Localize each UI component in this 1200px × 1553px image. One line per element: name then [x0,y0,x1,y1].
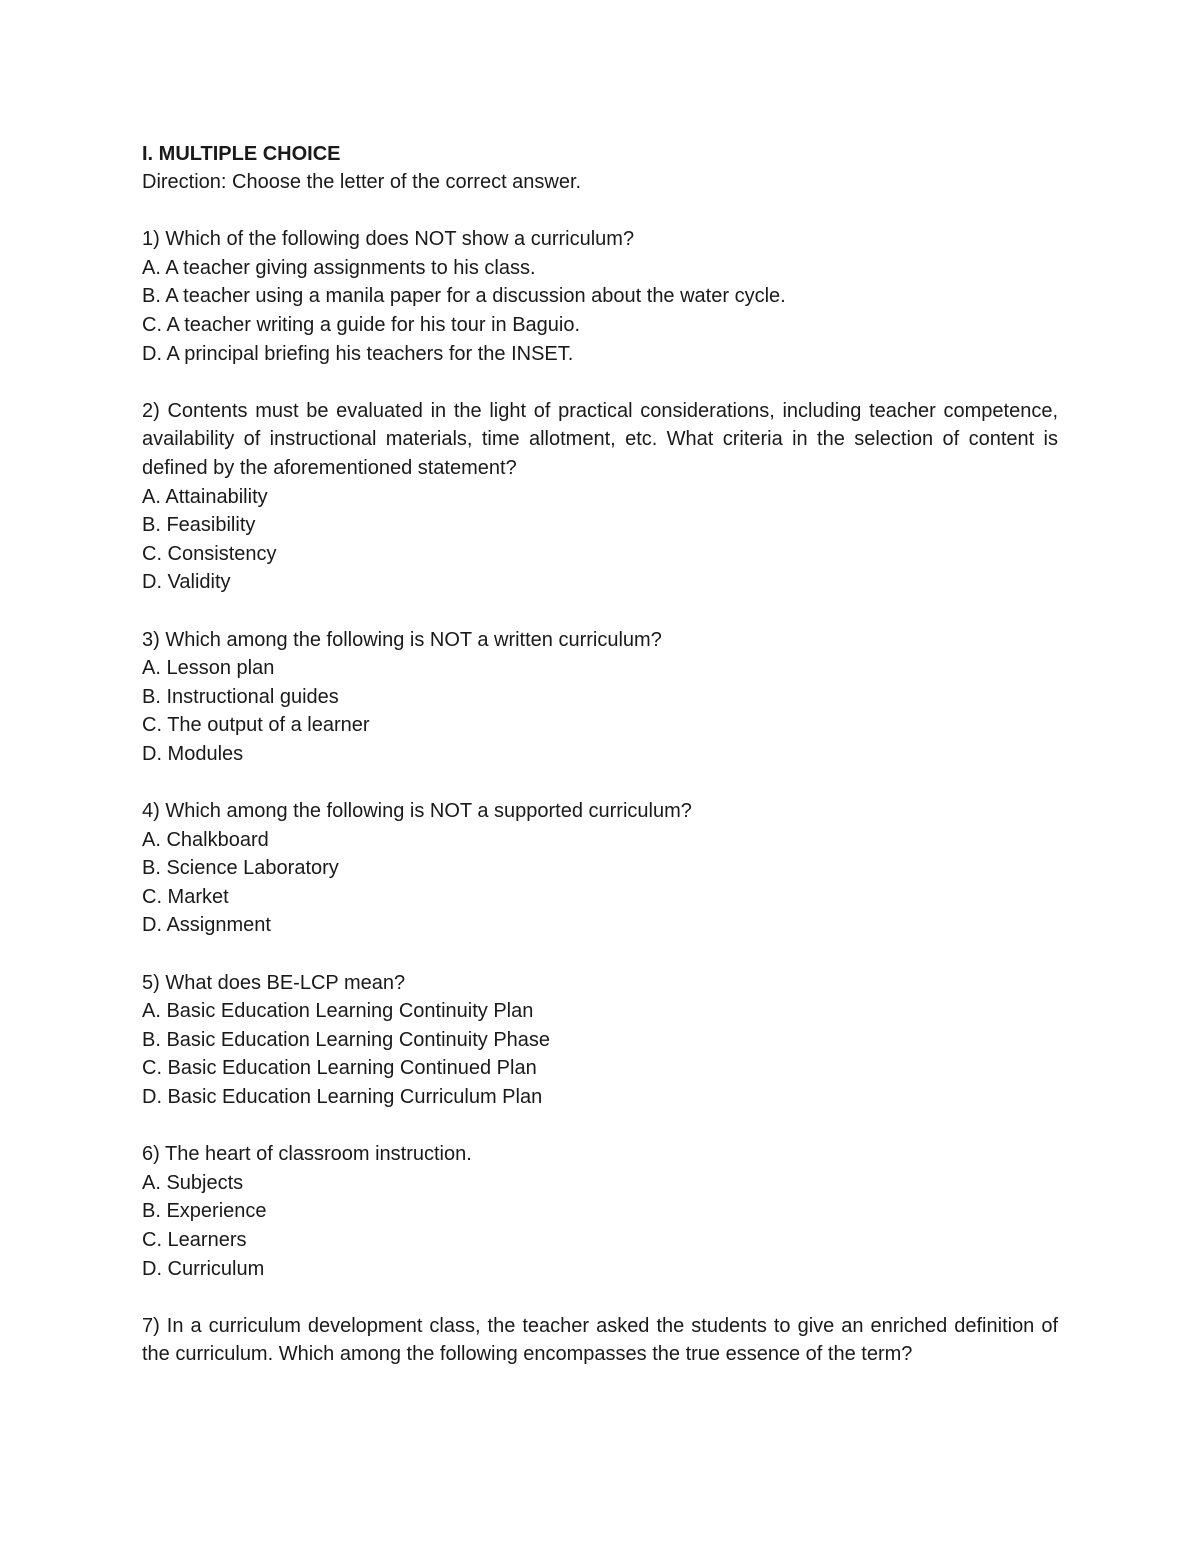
option-a: A. Subjects [142,1171,244,1194]
option-d: D. Validity [142,571,231,594]
question-4 [142,797,1058,940]
option-b: B. Basic Education Learning Continuity Phase [142,1028,551,1051]
answer-options [142,483,1058,597]
question-stem: 4) Which among the following is NOT a supported curriculum? [142,800,692,823]
option-a: A. A teacher giving assignments to his class. [142,256,536,279]
option-c: C. Market [142,885,229,908]
question-stem: 3) Which among the following is NOT a written curriculum? [142,628,662,651]
option-a: A. Attainability [142,485,268,508]
question-5 [142,969,1058,1112]
option-a: A. Lesson plan [142,657,275,680]
question-3 [142,626,1058,769]
option-a: A. Basic Education Learning Continuity Plan [142,1000,534,1023]
option-a: A. Chalkboard [142,828,269,851]
option-c: C. Learners [142,1228,247,1251]
document-page [142,140,1058,1398]
option-c: C. Consistency [142,542,277,565]
option-d: D. A principal briefing his teachers for the INSET. [142,342,574,365]
option-d: D. Assignment [142,914,271,937]
question-stem: 2) Contents must be evaluated in the light of practical considerations, including teacher competence, availability of instructional materials, time allotment, etc. What criteria in the selection of content is defined by the aforementioned statement? [142,399,1058,479]
answer-options [142,1169,1058,1283]
question-stem: 7) In a curriculum development class, the teacher asked the students to give an enriched definition of the curriculum. Which among the following encompasses the true essence of the term? [142,1314,1058,1366]
question-7 [142,1312,1058,1369]
question-6 [142,1140,1058,1283]
answer-options [142,826,1058,940]
section-direction: Direction: Choose the letter of the correct answer. [142,171,582,193]
option-d: D. Curriculum [142,1257,265,1280]
option-d: D. Basic Education Learning Curriculum Plan [142,1086,543,1108]
option-b: B. A teacher using a manila paper for a discussion about the water cycle. [142,285,786,308]
question-2 [142,397,1058,597]
option-b: B. Feasibility [142,514,256,537]
option-c: C. The output of a learner [142,714,370,737]
option-b: B. Science Laboratory [142,857,339,880]
option-c: C. A teacher writing a guide for his tour in Baguio. [142,313,581,336]
option-d: D. Modules [142,742,244,765]
question-stem: 5) What does BE-LCP mean? [142,971,406,994]
question-1 [142,225,1058,368]
answer-options [142,254,1058,368]
answer-options [142,654,1058,768]
question-stem: 1) Which of the following does NOT show a curriculum? [142,228,635,251]
option-b: B. Instructional guides [142,685,339,708]
section-heading: I. MULTIPLE CHOICE [142,143,341,165]
option-c: C. Basic Education Learning Continued Plan [142,1057,537,1080]
answer-options [142,997,1058,1111]
option-b: B. Experience [142,1200,267,1223]
question-stem: 6) The heart of classroom instruction. [142,1143,472,1166]
